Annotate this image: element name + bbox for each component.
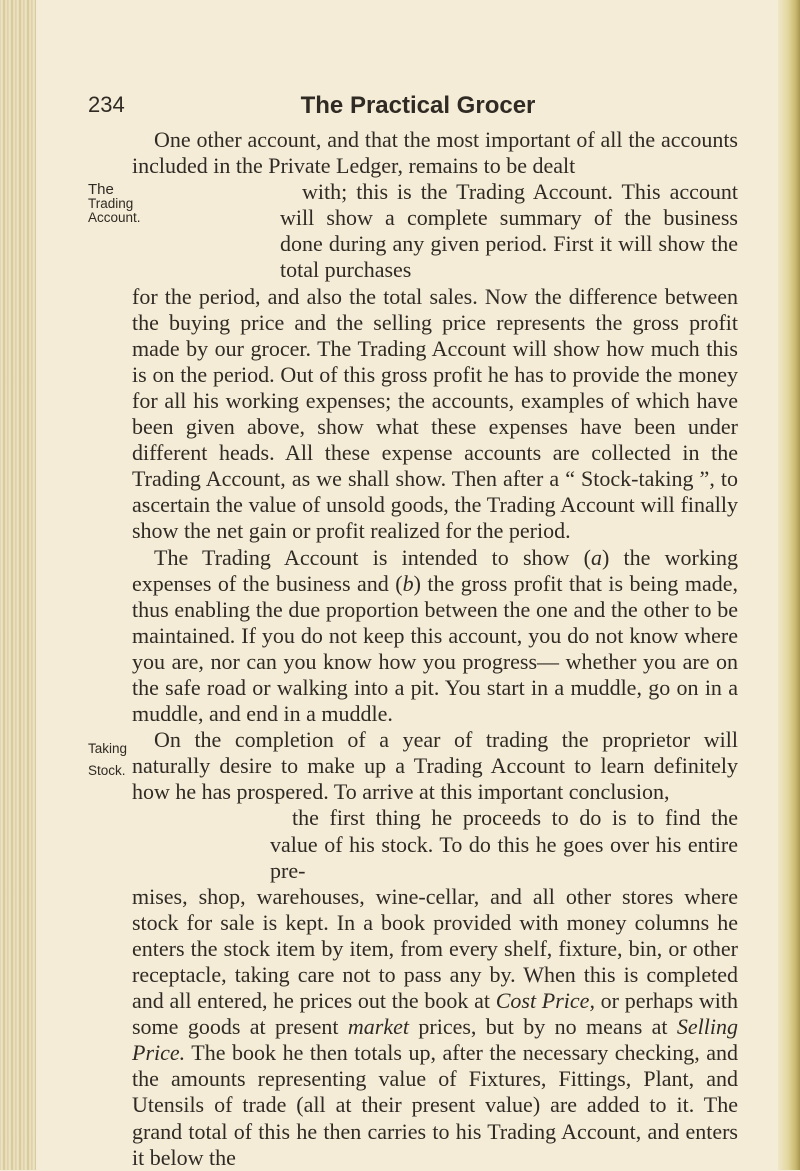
sidenote-line: Taking bbox=[88, 741, 128, 756]
text-run: ) the gross profit that is being made, thus enabling the due proportion between the one and the other to be maintained. If you do not keep this account, you do not know where you are, nor can you know how you progress— whether you are on the safe road or walking into a pit. You start in a muddle, go on in a muddle, and end in a muddle. bbox=[132, 570, 738, 727]
body-text bbox=[132, 127, 738, 1171]
sidenote-line: Stock. bbox=[88, 763, 126, 778]
text-run: ) the working expenses of the business and ( bbox=[132, 544, 738, 596]
italic-run: a bbox=[590, 544, 602, 570]
paragraph-lead: On the completion of a year of trading the proprietor will naturally desire to make up a Trading Account to learn definitely how he has prospered. To arrive at this important conclusion, bbox=[132, 727, 738, 805]
sidenote-line: Account. bbox=[88, 210, 141, 225]
paragraph-rest bbox=[132, 884, 738, 1171]
paragraph-floated-text: with; this is the Trading Account. This account will show a complete summary of the business done during any given period. First it will show the total purchases bbox=[280, 179, 738, 283]
italic-run: Selling Price. bbox=[132, 1014, 738, 1066]
paragraph-rest: for the period, and also the total sales. Now the difference between the buying price and the selling price represents the gross profit made by our grocer. The Trading Account will show how much this is on the period. Out of this gross profit he has to provide the money for all his working expenses; the accounts, examples of which have been given above, show what these expenses have been under different heads. All these expense accounts are collected in the Trading Account, as we shall show. Then after a “ Stock-taking ”, to ascertain the value of unsold goods, the Trading Account will finally show the net gain or profit realized for the period. bbox=[132, 283, 738, 544]
page-edge-left bbox=[0, 0, 36, 1170]
page-edge-right bbox=[778, 0, 800, 1170]
text-run: The Trading Account is intended to show ( bbox=[154, 544, 591, 570]
sidenote-taking-stock bbox=[88, 742, 127, 778]
text-run: mises, shop, warehouses, wine-cellar, and all other stores where stock for sale is kept. In a book provided with money columns he enters the stock item by item, from every shelf, fixture, bin, or other receptacle, taking care not to pass any by. When this is completed and all entered, he prices out the book at bbox=[132, 883, 738, 1014]
paragraph-lead: One other account, and that the most important of all the accounts included in the Private Ledger, remains to be dealt bbox=[132, 127, 738, 179]
page-number: 234 bbox=[88, 92, 125, 117]
paragraph-floated-text: the first thing he proceeds to do is to find the value of his stock. To do this he goes over his entire pre- bbox=[270, 805, 738, 883]
paragraph-trading-account bbox=[132, 127, 738, 545]
sidenote-line: The bbox=[88, 181, 114, 198]
text-run: The book he then totals up, after the necessary checking, and the amounts representing value of Fixtures, Fittings, Plant, and Utensils of trade (all at their present value) are added to it. The grand total of this he then carries to his Trading Account, and enters it below the bbox=[132, 1040, 738, 1170]
paragraph-purpose bbox=[132, 545, 738, 728]
text-run: or perhaps with some goods at present bbox=[132, 988, 738, 1040]
text-run: prices, but by no means at bbox=[409, 1014, 677, 1040]
italic-run: market bbox=[347, 1014, 410, 1040]
page-header bbox=[88, 92, 748, 124]
italic-run: Cost Price, bbox=[495, 988, 595, 1014]
italic-run: b bbox=[402, 570, 414, 596]
sidenote-line: Trading bbox=[88, 196, 134, 211]
paragraph-taking-stock bbox=[132, 727, 738, 1171]
running-title: The Practical Grocer bbox=[300, 92, 536, 119]
